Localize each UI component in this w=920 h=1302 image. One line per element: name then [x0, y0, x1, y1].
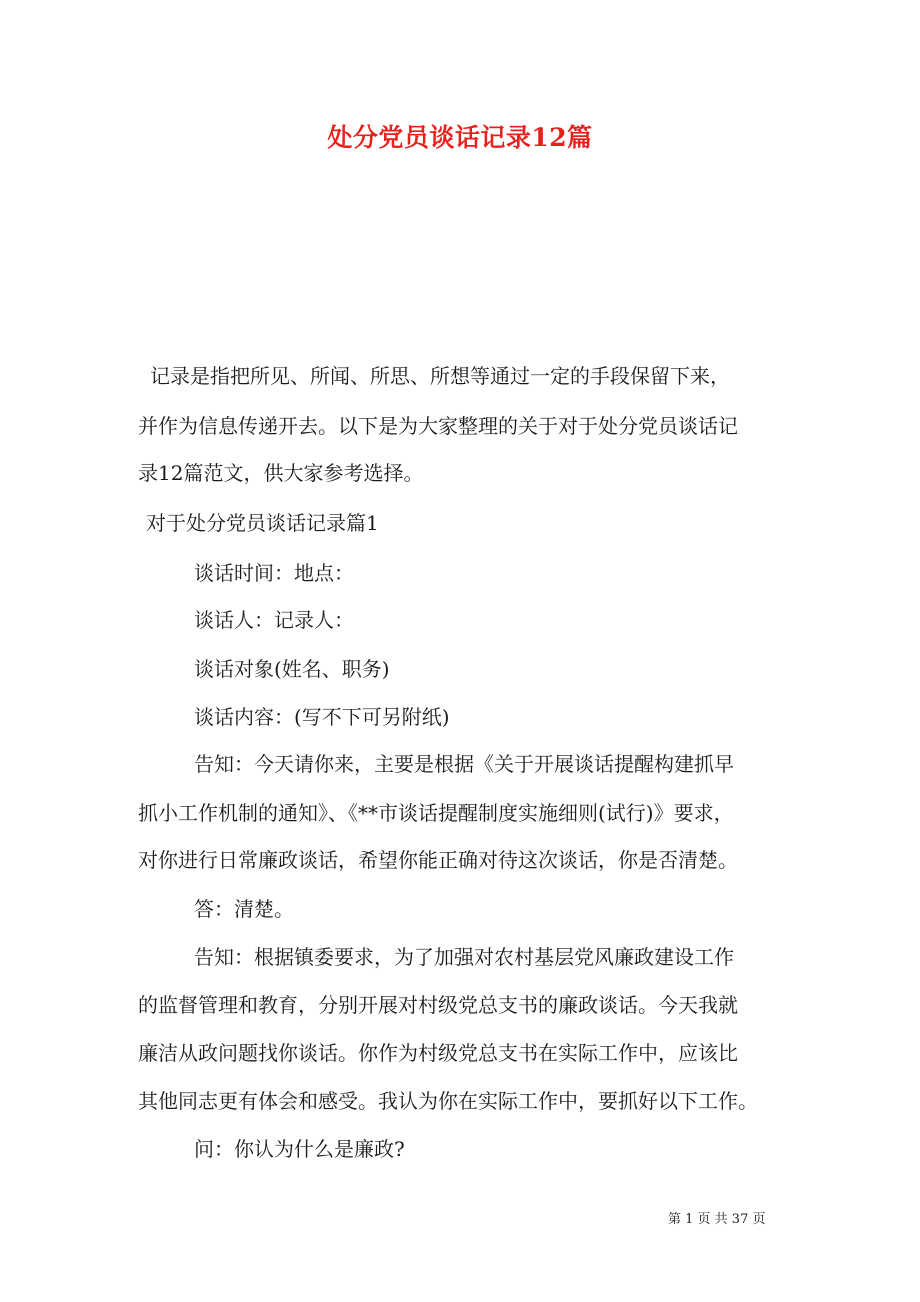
intro-line-1: 记录是指把所见、所闻、所思、所想等通过一定的手段保留下来， — [150, 364, 730, 388]
page-number-footer: 第 1 页 共 37 页 — [668, 1212, 766, 1227]
notice2-line-4: 其他同志更有体会和感受。我认为你在实际工作中，要抓好以下工作。 — [138, 1089, 758, 1113]
notice1-line-3: 对你进行日常廉政谈话，希望你能正确对待这次谈话，你是否清楚。 — [138, 848, 738, 872]
field-content: 谈话内容：(写不下可另附纸) — [194, 705, 450, 729]
notice2-line-2: 的监督管理和教育，分别开展对村级党总支书的廉政谈话。今天我就 — [138, 993, 738, 1017]
intro-line-2: 并作为信息传递开去。以下是为大家整理的关于对于处分党员谈话记 — [138, 414, 738, 438]
notice2-line-3: 廉洁从政问题找你谈话。你作为村级党总支书在实际工作中，应该比 — [138, 1041, 738, 1065]
answer1: 答：清楚。 — [194, 897, 294, 921]
section-heading: 对于处分党员谈话记录篇1 — [146, 511, 379, 535]
field-speaker-recorder: 谈话人：记录人： — [194, 608, 354, 632]
field-time-place: 谈话时间：地点： — [194, 561, 354, 585]
document-body — [138, 0, 788, 1302]
question1: 问：你认为什么是廉政? — [194, 1137, 405, 1161]
notice1-line-1: 告知：今天请你来，主要是根据《关于开展谈话提醒构建抓早 — [194, 752, 734, 776]
document-title: 处分党员谈话记录12篇 — [327, 123, 593, 152]
notice1-line-2: 抓小工作机制的通知》、《**市谈话提醒制度实施细则(试行)》要求， — [138, 801, 734, 825]
field-subject: 谈话对象(姓名、职务) — [194, 657, 390, 681]
notice2-line-1: 告知：根据镇委要求，为了加强对农村基层党风廉政建设工作 — [194, 945, 734, 969]
intro-line-3: 录12篇范文，供大家参考选择。 — [138, 461, 424, 485]
